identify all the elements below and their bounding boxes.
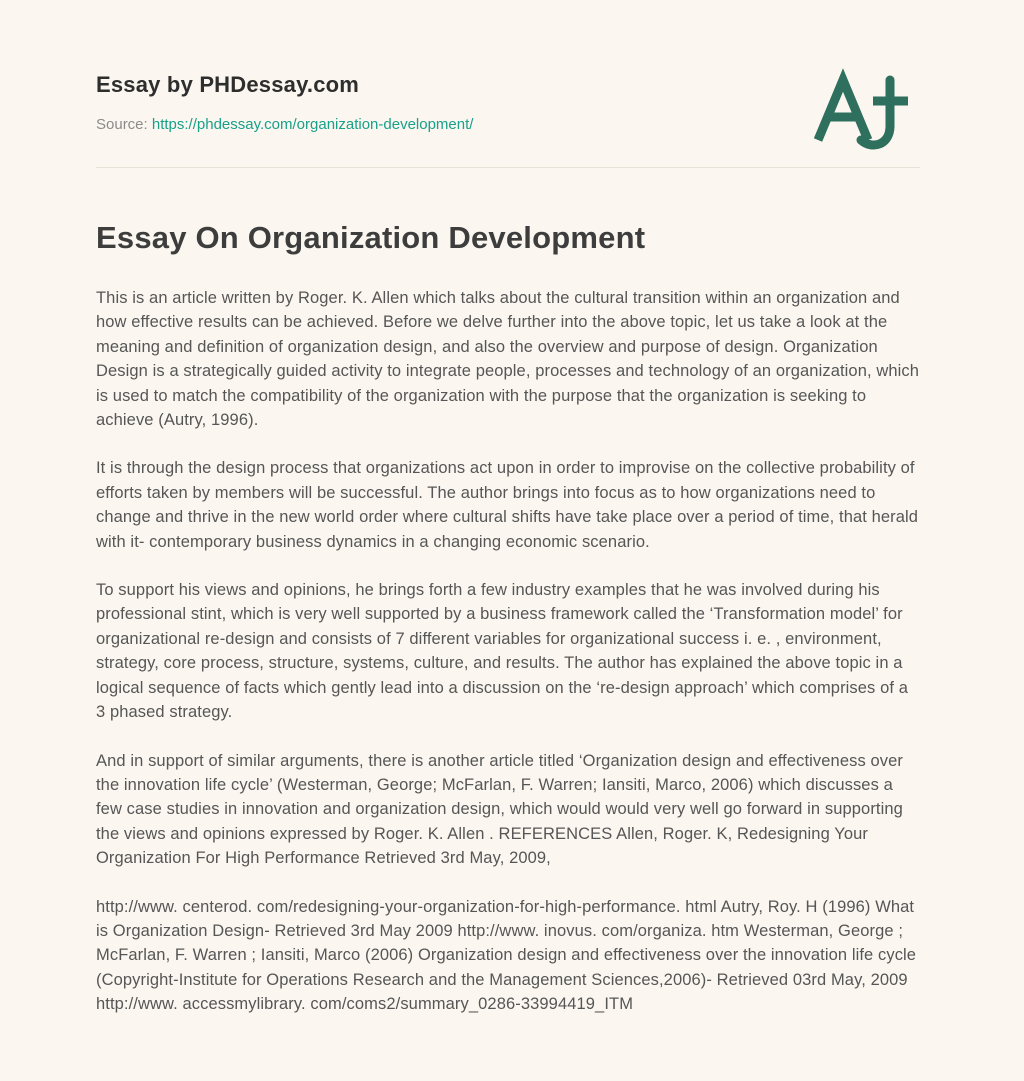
phdessay-a-plus-logo-icon xyxy=(810,68,920,160)
source-line xyxy=(96,116,920,133)
essay-paragraph: This is an article written by Roger. K. Allen which talks about the cultural transition within an organization and how effective results can be achieved. Before we delve further into the above topic, let us take a look at the meaning and definition of organization design, and also the overview and purpose of design. Organization Design is a strategically guided activity to integrate people, processes and technology of an organization, which is used to match the compatibility of the organization with the purpose that the organization is seeking to achieve (Autry, 1996). xyxy=(96,289,920,430)
source-label: Source: xyxy=(96,116,148,133)
source-url-link[interactable]: https://phdessay.com/organization-development/ xyxy=(151,116,474,133)
page-header xyxy=(96,72,920,133)
essay-paragraph: It is through the design process that organizations act upon in order to improvise on the collective probability of efforts taken by members will be successful. The author brings into focus as to how organizations need to change and thrive in the new world order where cultural shifts have take place over a period of time, that herald with it- contemporary business dynamics in a changing economic scenario. xyxy=(96,459,919,551)
header-divider xyxy=(96,167,920,168)
essay-paragraph: To support his views and opinions, he brings forth a few industry examples that he was involved during his professional stint, which is very well supported by a business framework called the ‘Transformation model’ for organizational re-design and consists of 7 different variables for organizational success i. e. , environment, strategy, core process, structure, systems, culture, and results. The author has explained the above topic in a logical sequence of facts which gently lead into a discussion on the ‘re-design approach’ which comprises of a 3 phased strategy. xyxy=(96,581,909,722)
essay-body xyxy=(96,286,920,1017)
essay-paragraph: http://www. centerod. com/redesigning-your-organization-for-high-performance. html Autry, Roy. H (1996) What is Organization Design- Retrieved 3rd May 2009 http://www. inovus. com/organiza. htm Westerman, George ; McFarlan, F. Warren ; Iansiti, Marco (2006) Organization design and effectiveness over the innovation life cycle (Copyright-Institute for Operations Research and the Management Sciences,2006)- Retrieved 03rd May, 2009 http://www. accessmylibrary. com/coms2/summary_0286-33994419_ITM xyxy=(96,897,917,1014)
essay-paragraph: And in support of similar arguments, there is another article titled ‘Organization design and effectiveness over the innovation life cycle’ (Westerman, George; McFarlan, F. Warren; Iansiti, Marco, 2006) which discusses a few case studies in innovation and organization design, which would would very well go forward in supporting the views and opinions expressed by Roger. K. Allen . REFERENCES Allen, Roger. K, Redesigning Your Organization For High Performance Retrieved 3rd May, 2009, xyxy=(96,751,903,868)
brand-title: Essay by PHDessay.com xyxy=(96,72,360,97)
page-title: Essay On Organization Development xyxy=(96,220,646,255)
